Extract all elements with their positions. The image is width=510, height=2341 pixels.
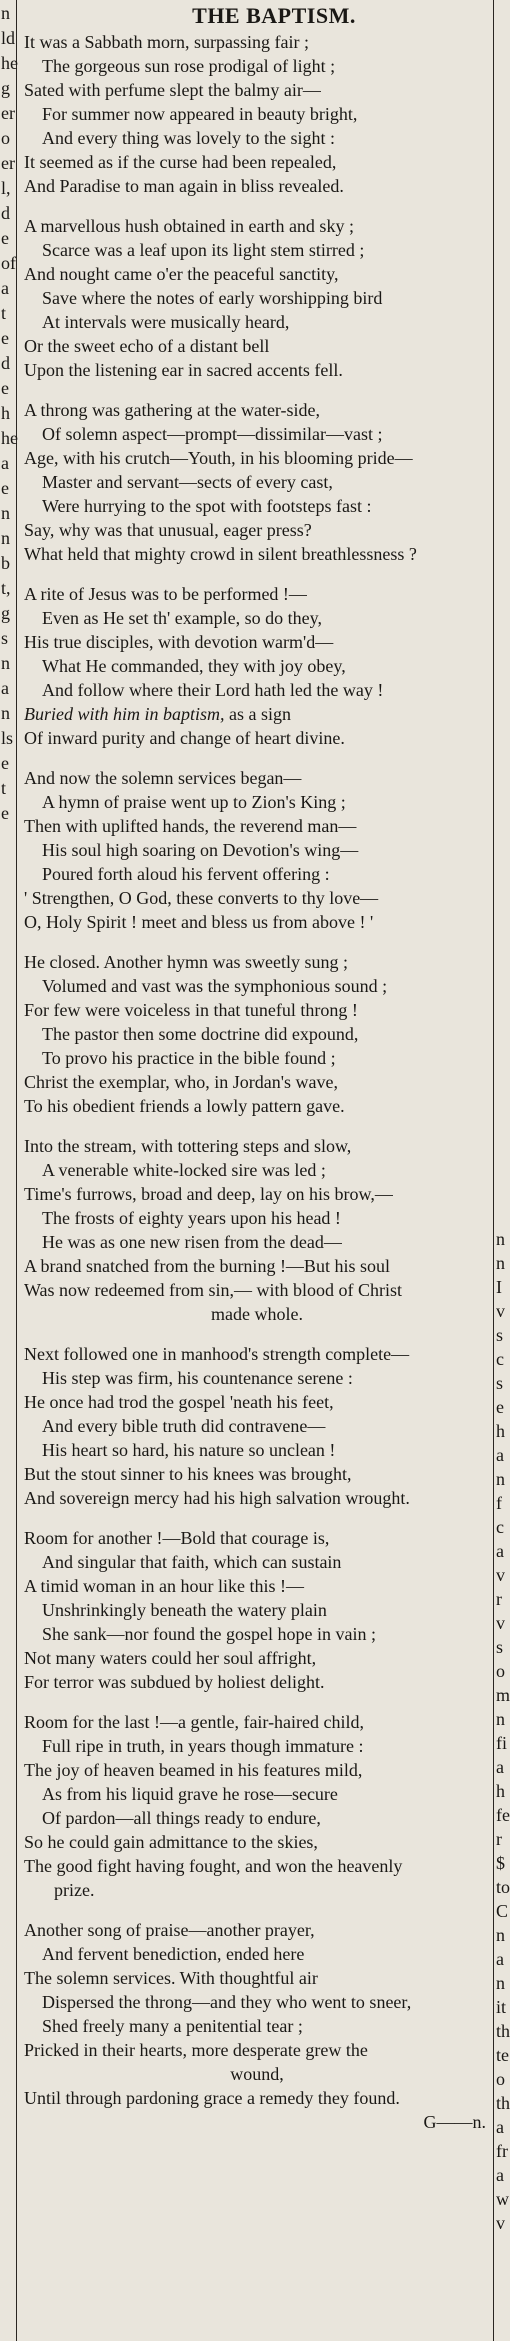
column-fragment-text: d bbox=[1, 203, 10, 223]
stanza bbox=[24, 30, 490, 198]
poem-line: His soul high soaring on Devotion's wing— bbox=[42, 840, 359, 860]
poem-line: And now the solemn services began— bbox=[24, 768, 302, 788]
column-fragment-text: $ bbox=[496, 1853, 505, 1873]
poem-line: Until through pardoning grace a remedy they found. bbox=[24, 2088, 400, 2108]
column-fragment-text: a bbox=[496, 1445, 504, 1465]
poem-line: Full ripe in truth, in years though immature : bbox=[42, 1736, 364, 1756]
column-fragment-text: n bbox=[1, 703, 10, 723]
poem-line: Room for another !—Bold that courage is, bbox=[24, 1528, 330, 1548]
poem-line: prize. bbox=[54, 1880, 95, 1900]
italic-phrase: Buried with him in baptism, bbox=[24, 704, 225, 724]
poem-line: Dispersed the throng—and they who went to sneer, bbox=[42, 1992, 412, 2012]
poem-line: And Paradise to man again in bliss revealed. bbox=[24, 176, 344, 196]
poem-line: The pastor then some doctrine did expound, bbox=[42, 1024, 359, 1044]
poem-line: Age, with his crutch—Youth, in his blooming pride— bbox=[24, 448, 413, 468]
column-fragment-text: h bbox=[496, 1421, 505, 1441]
poem-line: Of solemn aspect—prompt—dissimilar—vast ; bbox=[42, 424, 383, 444]
poem-line: made whole. bbox=[211, 1304, 303, 1324]
poem-line: The solemn services. With thoughtful air bbox=[24, 1968, 318, 1988]
poem-line: And every bible truth did contravene— bbox=[42, 1416, 326, 1436]
poem-line: Time's furrows, broad and deep, lay on his brow,— bbox=[24, 1184, 393, 1204]
poem-line: A timid woman in an hour like this !— bbox=[24, 1576, 304, 1596]
column-fragment-text: v bbox=[496, 1301, 505, 1321]
column-fragment-text: b bbox=[1, 553, 10, 573]
column-fragment-text: g bbox=[1, 78, 10, 98]
poem-line: Or the sweet echo of a distant bell bbox=[24, 336, 270, 356]
column-fragment-text: h bbox=[1, 403, 10, 423]
poem-column bbox=[24, 2, 490, 2134]
column-fragment-text: t bbox=[1, 778, 7, 798]
stanza bbox=[24, 950, 490, 1118]
poem-line bbox=[24, 702, 490, 726]
poem-line: And sovereign mercy had his high salvation wrought. bbox=[24, 1488, 410, 1508]
column-fragment-text: e bbox=[1, 328, 9, 348]
poem-line: It was a Sabbath morn, surpassing fair ; bbox=[24, 32, 309, 52]
poem-line: Was now redeemed from sin,— with blood of Christ bbox=[24, 1280, 402, 1300]
column-fragment-text: v bbox=[496, 1613, 505, 1633]
poem-line: Sated with perfume slept the balmy air— bbox=[24, 80, 321, 100]
poem-line: So he could gain admittance to the skies, bbox=[24, 1832, 318, 1852]
column-fragment-text: n bbox=[1, 528, 10, 548]
column-fragment-text: ls bbox=[1, 728, 14, 748]
poem-line: And every thing was lovely to the sight : bbox=[42, 128, 335, 148]
column-fragment-text: C bbox=[496, 1901, 509, 1921]
column-fragment-text: of bbox=[1, 253, 16, 273]
column-fragment-text: n bbox=[1, 3, 10, 23]
column-fragment-text: e bbox=[1, 378, 9, 398]
poem-line: Scarce was a leaf upon its light stem stirred ; bbox=[42, 240, 365, 260]
poem-line: Poured forth aloud his fervent offering : bbox=[42, 864, 330, 884]
column-fragment-text: a bbox=[1, 278, 9, 298]
poem-line: For terror was subdued by holiest delight. bbox=[24, 1672, 325, 1692]
poem-line: Pricked in their hearts, more desperate grew the bbox=[24, 2040, 368, 2060]
column-fragment-text: e bbox=[1, 228, 9, 248]
column-fragment-text: n bbox=[496, 1469, 505, 1489]
poem-line: It seemed as if the curse had been repealed, bbox=[24, 152, 337, 172]
column-fragment-text: h bbox=[496, 1781, 505, 1801]
column-fragment-text: to bbox=[496, 1877, 510, 1897]
column-fragment-text: o bbox=[1, 128, 10, 148]
column-fragment-text: he bbox=[1, 53, 18, 73]
column-fragment-text: a bbox=[496, 1541, 504, 1561]
column-fragment-text: n bbox=[496, 1925, 505, 1945]
poem-line: Of inward purity and change of heart divine. bbox=[24, 728, 345, 748]
column-fragment-text: th bbox=[496, 2021, 510, 2041]
poem-line: What He commanded, they with joy obey, bbox=[42, 656, 346, 676]
stanza bbox=[24, 214, 490, 382]
poem-line: A brand snatched from the burning !—But his soul bbox=[24, 1256, 390, 1276]
poem-line: Even as He set th' example, so do they, bbox=[42, 608, 323, 628]
poem-line: To provo his practice in the bible found ; bbox=[42, 1048, 336, 1068]
poem-line: To his obedient friends a lowly pattern gave. bbox=[24, 1096, 345, 1116]
poem-line: A throng was gathering at the water-side, bbox=[24, 400, 321, 420]
left-column-fragment bbox=[0, 0, 17, 2341]
poem-line: The good fight having fought, and won the heavenly bbox=[24, 1856, 403, 1876]
poem-line: For summer now appeared in beauty bright, bbox=[42, 104, 358, 124]
poem-line: At intervals were musically heard, bbox=[42, 312, 290, 332]
column-fragment-text: f bbox=[496, 1493, 502, 1513]
poem-line: For few were voiceless in that tuneful throng ! bbox=[24, 1000, 358, 1020]
column-fragment-text: s bbox=[496, 1325, 504, 1345]
column-fragment-text: s bbox=[496, 1373, 504, 1393]
column-fragment-text: ld bbox=[1, 28, 16, 48]
poem-line: He once had trod the gospel 'neath his feet, bbox=[24, 1392, 334, 1412]
poem-line: He was as one new risen from the dead— bbox=[42, 1232, 342, 1252]
stanza bbox=[24, 1526, 490, 1694]
poem-signature: G——n. bbox=[423, 2112, 486, 2132]
poem-line: Not many waters could her soul affright, bbox=[24, 1648, 317, 1668]
poem-line: Were hurrying to the spot with footsteps fast : bbox=[42, 496, 372, 516]
column-fragment-text: a bbox=[496, 1949, 504, 1969]
poem-line: Upon the listening ear in sacred accents fell. bbox=[24, 360, 343, 380]
column-fragment-text: n bbox=[496, 1229, 505, 1249]
column-fragment-text: n bbox=[1, 503, 10, 523]
column-fragment-text: it bbox=[496, 1997, 507, 2017]
column-fragment-text: fr bbox=[496, 2141, 508, 2161]
poem-line: A hymn of praise went up to Zion's King ; bbox=[42, 792, 346, 812]
column-fragment-text: v bbox=[496, 2213, 505, 2233]
poem-line: His step was firm, his countenance serene : bbox=[42, 1368, 353, 1388]
column-fragment-text: v bbox=[496, 1565, 505, 1585]
poem-line: A venerable white-locked sire was led ; bbox=[42, 1160, 326, 1180]
column-fragment-text: c bbox=[496, 1349, 504, 1369]
poem-line: Master and servant—sects of every cast, bbox=[42, 472, 333, 492]
right-column-fragment bbox=[493, 0, 510, 2341]
column-fragment-text: t, bbox=[1, 578, 11, 598]
stanza bbox=[24, 766, 490, 934]
poem-line: His heart so hard, his nature so unclean ! bbox=[42, 1440, 336, 1460]
column-fragment-text: e bbox=[1, 753, 9, 773]
poem-line: Say, why was that unusual, eager press? bbox=[24, 520, 312, 540]
column-fragment-text: n bbox=[1, 653, 10, 673]
stanza bbox=[24, 1710, 490, 1902]
column-fragment-text: a bbox=[1, 678, 9, 698]
column-fragment-text: n bbox=[496, 1973, 505, 1993]
poem-title: THE BAPTISM. bbox=[192, 3, 356, 28]
column-fragment-text: r bbox=[496, 1829, 502, 1849]
column-fragment-text: o bbox=[496, 1661, 505, 1681]
poem-line: As from his liquid grave he rose—secure bbox=[42, 1784, 338, 1804]
column-fragment-text: l, bbox=[1, 178, 11, 198]
line-rest: as a sign bbox=[224, 704, 292, 724]
stanza bbox=[24, 1134, 490, 1326]
column-fragment-text: o bbox=[496, 2069, 505, 2089]
poem-line: Shed freely many a penitential tear ; bbox=[42, 2016, 303, 2036]
column-fragment-text: r bbox=[496, 1589, 502, 1609]
column-fragment-text: w bbox=[496, 2189, 509, 2209]
poem-line: The joy of heaven beamed in his features mild, bbox=[24, 1760, 363, 1780]
column-fragment-text: I bbox=[496, 1277, 502, 1297]
poem-line: ' Strengthen, O God, these converts to thy love— bbox=[24, 888, 379, 908]
column-fragment-text: n bbox=[496, 1253, 505, 1273]
poem-line: The frosts of eighty years upon his head ! bbox=[42, 1208, 341, 1228]
stanza bbox=[24, 398, 490, 566]
poem-line: The gorgeous sun rose prodigal of light ; bbox=[42, 56, 336, 76]
column-fragment-text: fi bbox=[496, 1733, 507, 1753]
poem-line: Next followed one in manhood's strength complete— bbox=[24, 1344, 410, 1364]
poem-line: Room for the last !—a gentle, fair-haired child, bbox=[24, 1712, 365, 1732]
column-fragment-text: s bbox=[496, 1637, 504, 1657]
poem-line: O, Holy Spirit ! meet and bless us from above ! ' bbox=[24, 912, 374, 932]
column-fragment-text: t bbox=[1, 303, 7, 323]
poem-line: Volumed and vast was the symphonious sound ; bbox=[42, 976, 388, 996]
column-fragment-text: er bbox=[1, 103, 15, 123]
column-fragment-text: er bbox=[1, 153, 15, 173]
poem-line: What held that mighty crowd in silent breathlessness ? bbox=[24, 544, 417, 564]
poem-line: A marvellous hush obtained in earth and sky ; bbox=[24, 216, 354, 236]
poem-line: Of pardon—all things ready to endure, bbox=[42, 1808, 321, 1828]
poem-line: Save where the notes of early worshipping bird bbox=[42, 288, 383, 308]
poem-line: His true disciples, with devotion warm'd— bbox=[24, 632, 334, 652]
column-fragment-text: e bbox=[1, 803, 9, 823]
poem-body bbox=[24, 30, 490, 2110]
column-fragment-text: n bbox=[496, 1709, 505, 1729]
poem-line: Another song of praise—another prayer, bbox=[24, 1920, 315, 1940]
column-fragment-text: he bbox=[1, 428, 18, 448]
poem-line: Unshrinkingly beneath the watery plain bbox=[42, 1600, 327, 1620]
stanza bbox=[24, 1918, 490, 2110]
poem-line: wound, bbox=[230, 2064, 284, 2084]
poem-line: A rite of Jesus was to be performed !— bbox=[24, 584, 307, 604]
stanza bbox=[24, 582, 490, 750]
column-fragment-text: a bbox=[496, 1757, 504, 1777]
column-fragment-text: d bbox=[1, 353, 10, 373]
poem-line: Into the stream, with tottering steps and slow, bbox=[24, 1136, 352, 1156]
column-fragment-text: a bbox=[496, 2165, 504, 2185]
column-fragment-text: fe bbox=[496, 1805, 510, 1825]
poem-line: And singular that faith, which can sustain bbox=[42, 1552, 342, 1572]
poem-line: But the stout sinner to his knees was brought, bbox=[24, 1464, 352, 1484]
column-fragment-text: a bbox=[496, 2117, 504, 2137]
column-fragment-text: e bbox=[496, 1397, 504, 1417]
column-fragment-text: m bbox=[496, 1685, 510, 1705]
poem-line: Then with uplifted hands, the reverend man— bbox=[24, 816, 357, 836]
poem-line: He closed. Another hymn was sweetly sung ; bbox=[24, 952, 348, 972]
poem-line: She sank—nor found the gospel hope in vain ; bbox=[42, 1624, 376, 1644]
poem-line: And fervent benediction, ended here bbox=[42, 1944, 305, 1964]
poem-line: And follow where their Lord hath led the way ! bbox=[42, 680, 384, 700]
column-fragment-text: a bbox=[1, 453, 9, 473]
column-fragment-text: th bbox=[496, 2093, 510, 2113]
poem-line: Christ the exemplar, who, in Jordan's wave, bbox=[24, 1072, 338, 1092]
column-fragment-text: te bbox=[496, 2045, 509, 2065]
column-fragment-text: g bbox=[1, 603, 10, 623]
column-fragment-text: c bbox=[496, 1517, 504, 1537]
poem-line: And nought came o'er the peaceful sanctity, bbox=[24, 264, 339, 284]
column-fragment-text: e bbox=[1, 478, 9, 498]
stanza bbox=[24, 1342, 490, 1510]
column-fragment-text: s bbox=[1, 628, 9, 648]
